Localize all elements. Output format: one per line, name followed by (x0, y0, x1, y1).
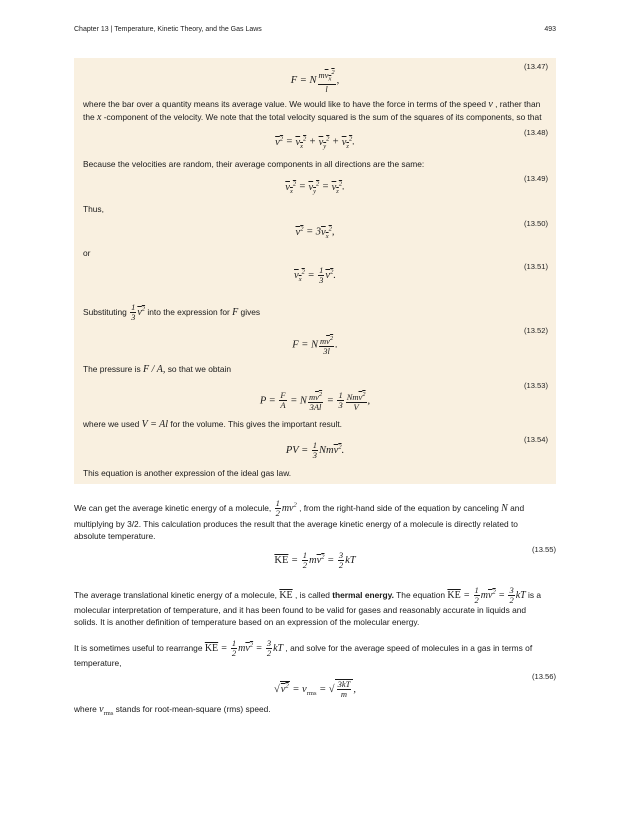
paragraph: where we used V = Al for the volume. This gives the important result. (83, 419, 343, 430)
equation-13-47: F = N $\frac{mv_x^2}{l}$ , (290, 69, 340, 94)
equation-number: (13.56) (531, 672, 556, 681)
page-header (74, 26, 556, 38)
paragraph: temperature, (74, 658, 122, 668)
equation-13-51: $v_x^2$ = $\frac{1}{3}$ $v^2$. (294, 265, 336, 285)
paragraph: multiplying by 3/2. This calculation produces the result that the average kinetic energy of a molecule is directly related to (74, 519, 518, 529)
paragraph: It is sometimes useful to rearrange $\overline{KE}$ = $\frac{1}{2}$ $mv^2$ = $\frac{3}{2}$ kT , and solve for the average speed of molecules in a gas in terms of (74, 638, 533, 658)
paragraph: Thus, (83, 204, 104, 214)
paragraph: Because the velocities are random, their average components in all directions are the same: (83, 159, 425, 169)
equation-13-48: $v^2 = v_x^2 + v_y^2 + v_z^2$. (275, 135, 355, 150)
paragraph: the x -component of the velocity. We note that the total velocity squared is the sum of the squares of its components, so that (83, 112, 542, 123)
equation-13-50: $v^2 = 3v_x^2$, (295, 225, 335, 240)
page-number: 493 (544, 26, 556, 33)
equation-13-52: F = N $\frac{mv^2}{3l}$ . (292, 335, 338, 356)
equation-number: (13.50) (523, 219, 548, 228)
equation-number: (13.53) (523, 381, 548, 390)
equation-number: (13.47) (523, 62, 548, 71)
paragraph: molecular interpretation of temperature, and it has been found to be valid for gases and reasonably accurate in liquids and (74, 605, 527, 615)
equation-13-54: PV = $\frac{1}{3}$ Nmv$^2$. (285, 440, 345, 460)
equation-number: (13.55) (531, 545, 556, 554)
paragraph: This equation is another expression of the ideal gas law. (83, 468, 292, 478)
equation-13-55: $\overline{KE}$ = $\frac{1}{2}$ $mv^2$ = $\frac{3}{2}$ kT (274, 550, 356, 570)
paragraph: or (83, 248, 91, 258)
chapter-title: Chapter 13 | Temperature, Kinetic Theory, and the Gas Laws (74, 26, 262, 33)
equation-number: (13.54) (523, 435, 548, 444)
paragraph: solids. It is another definition of temperature based on an expression of the molecular energy. (74, 617, 420, 627)
paragraph: Substituting $\frac{1}{3}$ $v^2$ into the expression for F gives (83, 302, 261, 322)
paragraph: We can get the average kinetic energy of a molecule, $\frac{1}{2}$ $mv^2$ , from the right-hand side of the equation by canceling N and (74, 498, 525, 518)
equation-13-53: P = $\frac{F}{A}$ = N $\frac{mv^2}{3Al}$ = $\frac{1}{3}$ $\frac{Nmv^2}{V}$ , (259, 390, 371, 412)
equation-number: (13.49) (523, 174, 548, 183)
equation-number: (13.52) (523, 326, 548, 335)
paragraph: absolute temperature. (74, 531, 156, 541)
equation-number: (13.51) (523, 262, 548, 271)
paragraph: where $v_{rms}$ stands for root-mean-square (rms) speed. (74, 704, 271, 717)
paragraph: The average translational kinetic energy of a molecule, $\overline{KE}$ , is called thermal energy. The equation $\overline{KE}$ = $\frac{1}{2}$ $mv^2$ = $\frac{3}{2}$ kT is a (74, 585, 542, 605)
equation-13-56: $√v^2 = v_{rms}$ = √ $\frac{3kT}{m}$ , (274, 679, 356, 699)
equation-13-49: $v_x^2 = v_y^2 = v_z^2$. (285, 180, 345, 195)
paragraph: The pressure is F / A, so that we obtain (83, 364, 232, 375)
equation-number: (13.48) (523, 128, 548, 137)
paragraph: where the bar over a quantity means its average value. We would like to have the force in terms of the speed v , rather than (83, 99, 541, 110)
